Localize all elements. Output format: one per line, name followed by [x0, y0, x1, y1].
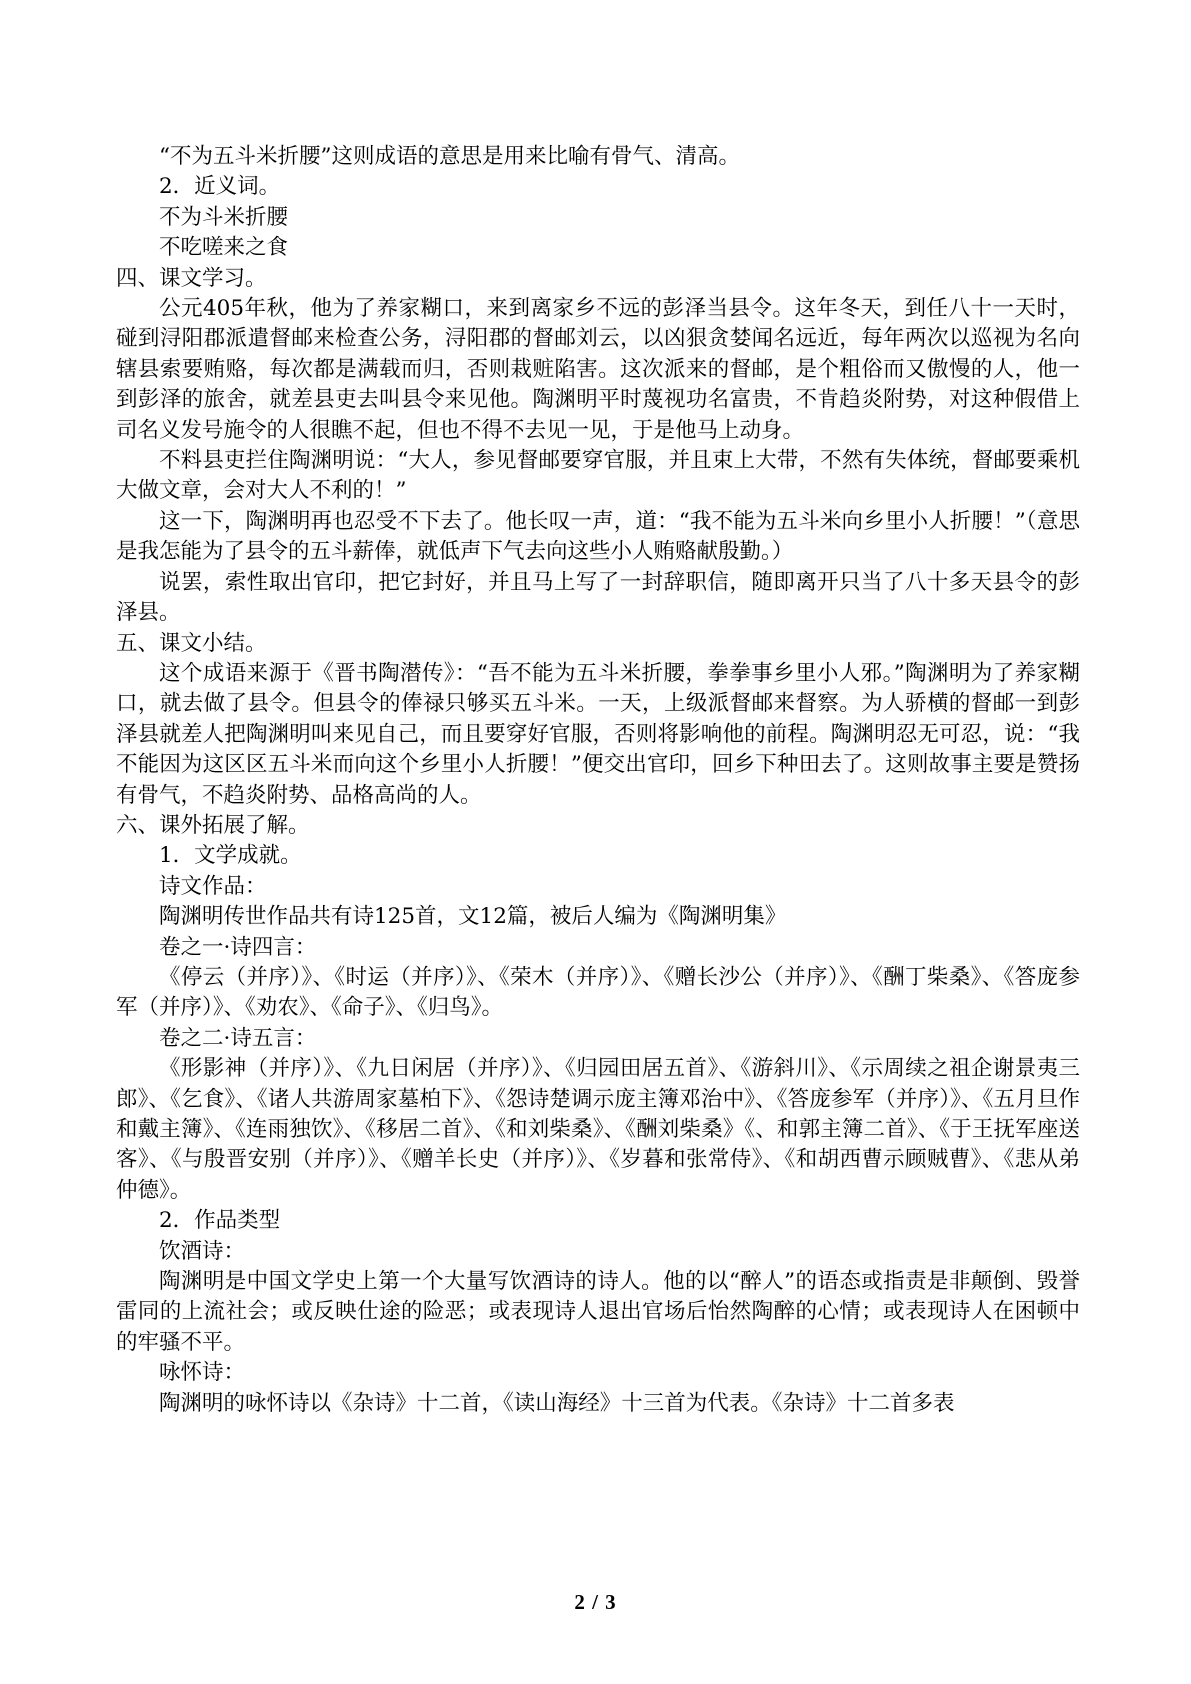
page-number: 2 / 3: [574, 1590, 617, 1614]
paragraph: 陶渊明的咏怀诗以《杂诗》十二首，《读山海经》十三首为代表。《杂诗》十二首多表: [159, 1390, 955, 1416]
paragraph: 诗文作品：: [159, 873, 267, 899]
paragraph: 不料县吏拦住陶渊明说：“大人，参见督邮要穿官服，并且束上大带，不然有失体统，督邮要乘机大做文章，会对大人不利的！”: [116, 448, 1080, 504]
paragraph: 饮酒诗：: [159, 1238, 246, 1264]
paragraph: 不为斗米折腰: [159, 204, 289, 230]
paragraph: 1．文学成就。: [159, 843, 302, 869]
paragraph: 这个成语来源于《晋书陶潜传》：“吾不能为五斗米折腰，拳拳事乡里小人邪。”陶渊明为了养家糊口，就去做了县令。但县令的俸禄只够买五斗米。一天，上级派督邮来督察。为人骄横的督邮一到彭泽县就差人把陶渊明叫来见自己，而且要穿好官服，否则将影响他的前程。陶渊明忍无可忍，说：“我不能因为这区区五斗米而向这个乡里小人折腰！”便交出官印，回乡下种田去了。这则故事主要是赞扬有骨气，不趋炎附势、品格高尚的人。: [116, 660, 1080, 808]
paragraph: 2．作品类型: [159, 1208, 281, 1234]
paragraph: 公元405年秋，他为了养家糊口，来到离家乡不远的彭泽当县令。这年冬天，到任八十一天时，碰到浔阳郡派遣督邮来检查公务，浔阳郡的督邮刘云，以凶狠贪婪闻名远近，每年两次以巡视为名向辖县索要贿赂，每次都是满载而归，否则栽赃陷害。这次派来的督邮，是个粗俗而又傲慢的人，他一到彭泽的旅舍，就差县吏去叫县令来见他。陶渊明平时蔑视功名富贵，不肯趋炎附势，对这种假借上司名义发号施令的人很瞧不起，但也不得不去见一见，于是他马上动身。: [116, 296, 1080, 443]
paragraph: 陶渊明是中国文学史上第一个大量写饮酒诗的诗人。他的以“醉人”的语态或指责是非颠倒、毁誉雷同的上流社会；或反映仕途的险恶；或表现诗人退出官场后怡然陶醉的心情；或表现诗人在困顿中的牢骚不平。: [116, 1269, 1080, 1355]
section-heading: 六、课外拓展了解。: [116, 812, 310, 838]
paragraph: 卷之二·诗五言：: [159, 1025, 317, 1051]
paragraph: 这一下，陶渊明再也忍受不下去了。他长叹一声，道：“我不能为五斗米向乡里小人折腰！”（意思是我怎能为了县令的五斗薪俸，就低声下气去向这些小人贿赂献殷勤。）: [116, 508, 1080, 565]
paragraph: 说罢，索性取出官印，把它封好，并且马上写了一封辞职信，随即离开只当了八十多天县令的彭泽县。: [116, 569, 1080, 626]
paragraph: “不为五斗米折腰”这则成语的意思是用来比喻有骨气、清高。: [159, 144, 740, 169]
document-body: [116, 142, 1080, 1419]
paragraph: 2．近义词。: [159, 174, 281, 200]
paragraph: 不吃嗟来之食: [159, 235, 289, 261]
section-heading: 五、课文小结。: [116, 630, 267, 656]
paragraph: 陶渊明传世作品共有诗125首，文12篇，被后人编为《陶渊明集》: [159, 904, 787, 930]
paragraph: 咏怀诗：: [159, 1360, 246, 1386]
section-heading: 四、课文学习。: [116, 265, 267, 291]
paragraph: 《停云（并序）》、《时运（并序）》、《荣木（并序）》、《赠长沙公（并序）》、《酬丁柴桑》、《答庞参军（并序）》、《劝农》、《命子》、《归鸟》。: [116, 964, 1080, 1021]
paragraph: 卷之一·诗四言：: [159, 934, 317, 960]
paragraph: 《形影神（并序）》、《九日闲居（并序）》、《归园田居五首》、《游斜川》、《示周续之祖企谢景夷三郎》、《乞食》、《诸人共游周家墓柏下》、《怨诗楚调示庞主簿邓治中》、《答庞参军（并序）》、《五月旦作和戴主簿》、《连雨独饮》、《移居二首》、《和刘柴桑》、《酬刘柴桑》《、和郭主簿二首》、《于王抚军座送客》、《与殷晋安别（并序）》、《赠羊长史（并序）》、《岁暮和张常侍》、《和胡西曹示顾贼曹》、《悲从弟仲德》。: [116, 1056, 1080, 1203]
